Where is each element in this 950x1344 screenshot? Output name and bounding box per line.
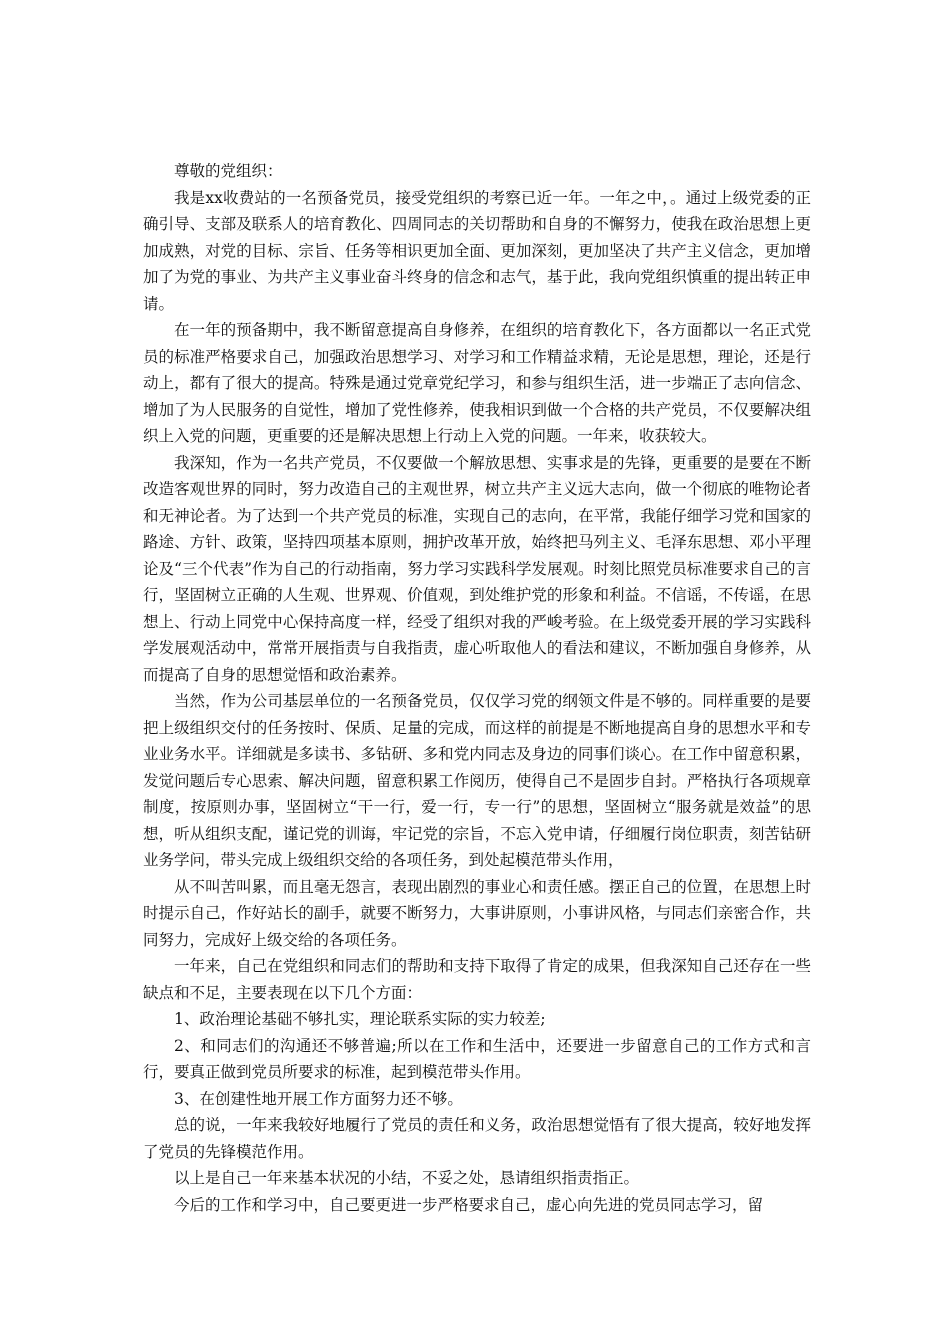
paragraph-1: 我是xx收费站的一名预备党员，接受党组织的考察已近一年。一年之中，。通过上级党委的正确引导、支部及联系人的培育教化、四周同志的关切帮助和自身的不懈努力，使我在政治思想上更加成熟，对党的目标、宗旨、任务等相识更加全面、更加深刻，更加坚决了共产主义信念，更加增加了为党的事业、为共产主义事业奋斗终身的信念和志气，基于此，我向党组织慎重的提出转正申请。 [143,188,811,313]
paragraph-6: 一年来，自己在党组织和同志们的帮助和支持下取得了肯定的成果，但我深知自己还存在一些缺点和不足，主要表现在以下几个方面： [143,957,811,1002]
list-item-3: 3、在创建性地开展工作方面努力还不够。 [174,1089,463,1108]
paragraph-summary: 总的说，一年来我较好地履行了党员的责任和义务，政治思想觉悟有了很大提高，较好地发挥了党员的先锋模范作用。 [143,1116,811,1161]
paragraph-4: 当然，作为公司基层单位的一名预备党员，仅仅学习党的纲领文件是不够的。同样重要的是要把上级组织交付的任务按时、保质、足量的完成，而这样的前提是不断地提高自身的思想水平和专业业务水平。详细就是多读书、多钻研、多和党内同志及身边的同事们谈心。在工作中留意积累，发觉问题后专心思索、解决问题，留意积累工作阅历，使得自己不是固步自封。严格执行各项规章制度，按原则办事，坚固树立“干一行，爱一行，专一行”的思想，坚固树立“服务就是效益”的思想，听从组织支配，谨记党的训诲，牢记党的宗旨，不忘入党申请，仔细履行岗位职责，刻苦钻研业务学问，带头完成上级组织交给的各项任务，到处起模范带头作用， [143,692,811,869]
paragraph-5: 从不叫苦叫累，而且毫无怨言，表现出剧烈的事业心和责任感。摆正自己的位置，在思想上时时提示自己，作好站长的副手，就要不断努力，大事讲原则，小事讲风格，与同志们亲密合作，共同努力，完成好上级交给的各项任务。 [143,877,811,949]
paragraph-future: 今后的工作和学习中，自己要更进一步严格要求自己，虚心向先进的党员同志学习，留 [174,1195,764,1214]
salutation: 尊敬的党组织： [174,162,283,180]
list-item-1: 1、政治理论基础不够扎实，理论联系实际的实力较差; [174,1010,546,1028]
paragraph-2: 在一年的预备期中，我不断留意提高自身修养，在组织的培育教化下，各方面都以一名正式党员的标准严格要求自己，加强政治思想学习、对学习和工作精益求精，无论是思想，理论，还是行动上，都有了很大的提高。特殊是通过党章党纪学习，和参与组织生活，进一步端正了志向信念、增加了为人民服务的自觉性，增加了党性修养，使我相识到做一个合格的共产党员，不仅要解决组织上入党的问题，更重要的还是解决思想上行动上入党的问题。一年来，收获较大。 [143,321,811,445]
paragraph-3: 我深知，作为一名共产党员，不仅要做一个解放思想、实事求是的先锋，更重要的是要在不断改造客观世界的同时，努力改造自己的主观世界，树立共产主义远大志向，做一个彻底的唯物论者和无神论者。为了达到一个共产党员的标准，实现自己的志向，在平常，我能仔细学习党和国家的路途、方针、政策，坚持四项基本原则，拥护改革开放，始终把马列主义、毛泽东思想、邓小平理论及“三个代表”作为自己的行动指南，努力学习实践科学发展观。时刻比照党员标准要求自己的言行，坚固树立正确的人生观、世界观、价值观，到处维护党的形象和利益。不信谣，不传谣，在思想上、行动上同党中心保持高度一样，经受了组织对我的严峻考验。在上级党委开展的学习实践科学发展观活动中，常常开展指责与自我指责，虚心听取他人的看法和建议，不断加强自身修养，从而提高了自身的思想觉悟和政治素养。 [143,453,811,684]
list-item-2: 2、和同志们的沟通还不够普遍;所以在工作和生活中，还要进一步留意自己的工作方式和言行，要真正做到党员所要求的标准，起到模范带头作用。 [143,1036,811,1081]
document-page [143,158,811,1218]
paragraph-conclusion: 以上是自己一年来基本状况的小结，不妥之处，恳请组织指责指正。 [174,1169,640,1187]
